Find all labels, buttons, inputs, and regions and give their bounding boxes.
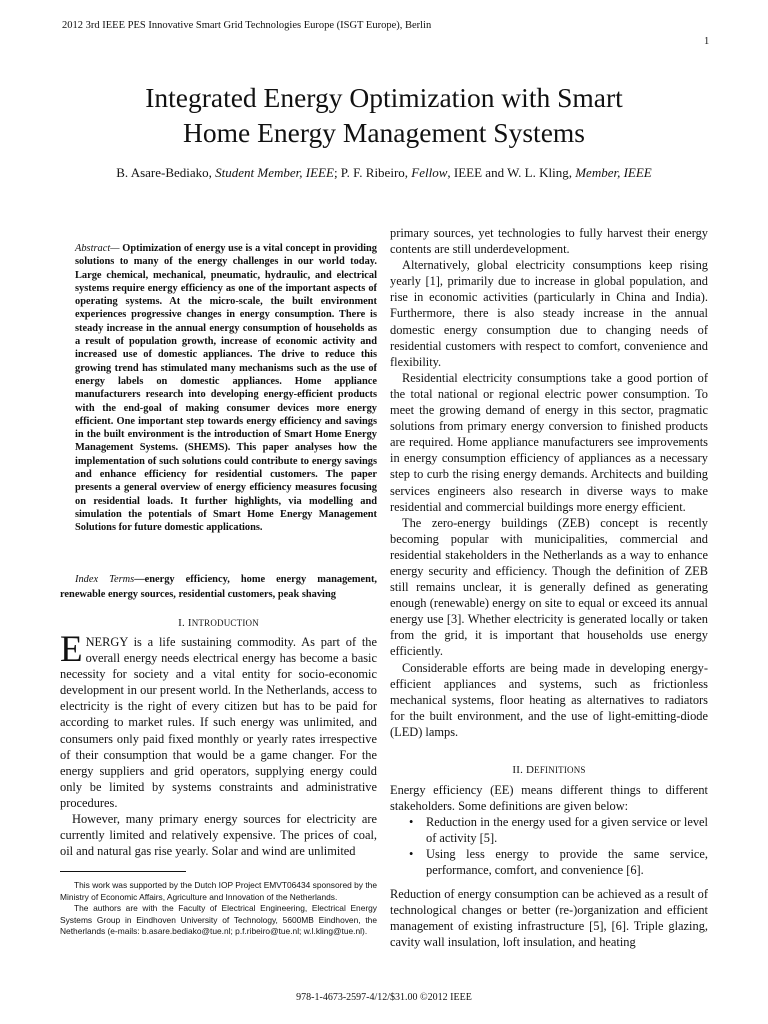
conference-header: 2012 3rd IEEE PES Innovative Smart Grid Technologies Europe (ISGT Europe), Berlin: [62, 20, 432, 31]
footnote: [60, 880, 377, 938]
definitions-paragraph-2: Reduction of energy consumption can be achieved as a result of technological changes or better (re-)organization and efficient management of existing infrastructure [5], [6]. Triple glazing, cavity wall insulation, loft insulation, and heating: [390, 886, 708, 949]
abstract-label: Abstract—: [75, 243, 120, 254]
definitions-intro: Energy efficiency (EE) means different things to different stakeholders. Some definitions are given below:: [390, 783, 708, 814]
section-intro-rest: NTRODUCTION: [191, 618, 259, 628]
definitions-body: [390, 782, 708, 950]
abstract: [75, 242, 377, 535]
author-3-role: Member, IEEE: [575, 165, 652, 180]
footnote-funding: This work was supported by the Dutch IOP Project EMVT06434 sponsored by the Ministry of Economic Affairs, Agriculture and Innovation of the Netherlands.: [60, 880, 377, 902]
copyright-footer: 978-1-4673-2597-4/12/$31.00 ©2012 IEEE: [296, 992, 472, 1003]
index-terms: [60, 573, 377, 602]
author-1-name: B. Asare-Bediako,: [116, 165, 216, 180]
bullet-glyph: •: [409, 815, 414, 830]
footnote-divider: [60, 871, 186, 872]
author-line: [60, 165, 708, 181]
section-defs-rest: EFINITIONS: [534, 765, 586, 775]
intro-paragraph-1: [60, 629, 377, 811]
author-2-role: Fellow: [411, 165, 448, 180]
right-paragraph-1: Alternatively, global electricity consumptions keep rising yearly [1], primarily due to increase in global population, and rise in economic activities (particularly in China and India). Furthermore, there is also steady increase in the annual domestic energy consumption due to changing needs of residential customers with respect to comfort, convenience and flexibility.: [390, 258, 708, 369]
section-intro-num: I. I: [178, 617, 192, 629]
introduction-body: [60, 629, 377, 859]
section-heading-introduction: [60, 617, 377, 629]
bullet-glyph: •: [409, 847, 414, 862]
author-3-name: , IEEE and W. L. Kling,: [447, 165, 576, 180]
right-paragraph-4: Considerable efforts are being made in developing energy-efficient appliances and systems, such as frictionless mechanical systems, floor heating as alternatives to radiators for the built environment, and the use of light-emitting-diode (LED) lamps.: [390, 660, 708, 739]
right-paragraph-3: The zero-energy buildings (ZEB) concept is recently becoming popular with municipalities, commercial and residential stakeholders in the Netherlands as a way to enhance energy security and efficiency. Though the definition of ZEB still remains unclear, it is generally defined as generating enough (renewable) energy on site to equal or exceed its annual energy use [3]. Whether electricity is generated locally or taken from the grid, it is important that households use energy efficiently.: [390, 515, 708, 659]
section-defs-num: II. D: [512, 764, 535, 776]
title-line-1: Integrated Energy Optimization with Smart: [145, 82, 623, 113]
title-line-2: Home Energy Management Systems: [183, 117, 585, 148]
section-heading-definitions: [390, 764, 708, 776]
bullet-text-2: Using less energy to provide the same service, performance, comfort, and convenience [6].: [426, 847, 708, 878]
author-2-name: ; P. F. Ribeiro,: [333, 165, 412, 180]
footnote-affiliation: The authors are with the Faculty of Electrical Engineering, Electrical Energy Systems Group in Eindhoven University of Technology, 5600MB Eindhoven, the Netherlands (e-mails: b.asare.bediako@tue.nl; p.f.ribeiro@tue.nl; w.l.kling@tue.nl).: [60, 903, 377, 937]
right-paragraph-2: Residential electricity consumptions take a good portion of the total national or regional electric power consumption. To meet the growing demand of energy in this sector, pragmatic solutions from primary energy conversion to finished products are required. Home appliance manufacturers see improvements in energy consumption efficiency of appliances as a necessary step to curb the rising energy demands. Architects and building services engineers also research in diverse ways to make residential and commercial buildings more energy efficient.: [390, 370, 708, 514]
list-item: [409, 846, 708, 878]
author-1-role: Student Member, IEEE: [215, 165, 334, 180]
intro-p1-text: NERGY is a life sustaining commodity. As part of the overall energy needs electrical energy has become a basic necessity for society and a vital entity for socio-economic development in our present world. In the Netherlands, access to electricity is the right of every citizen but has to be paid for according to market rules. If such energy was unlimited, and consumers only paid fixed monthly or yearly rates irrespective of their consumption that would be a game changer. For the energy suppliers and grid operators, supplying energy could only be limited by systems constraints and administrative procedures.: [60, 635, 377, 810]
bullet-text-1: Reduction in the energy used for a given service or level of activity [5].: [426, 815, 708, 846]
page-number: 1: [704, 36, 710, 47]
index-terms-label: Index Terms: [75, 574, 135, 585]
drop-cap: E: [60, 629, 83, 670]
definitions-list: [390, 814, 708, 878]
right-paragraph-0: primary sources, yet technologies to fully harvest their energy contents are still underdevelopment.: [390, 226, 708, 257]
list-item: [409, 814, 708, 846]
paper-title: [60, 80, 708, 150]
abstract-text: Optimization of energy use is a vital concept in providing solutions to many of the energy challenges in our world today. Large chemical, mechanical, pneumatic, hydraulic, and electrical systems require energy efficiency as one of the important aspects of operating systems. At the micro-scale, the built environment experiences progressive changes in energy consumption. There is steady increase in the annual energy consumption of households as a result of population growth, increase of economic activity and increased use of domestic appliances. The drive to reduce this growing trend has stimulated many mechanisms such as the use of energy labels on domestic appliances. Home appliance manufacturers research into developing energy-efficient products with the end-goal of making consumer devices more energy efficient. One important step towards energy efficiency and savings in the built environment is the introduction of Smart Home Energy Management Systems. (SHEMS). This paper analyses how the implementation of such solutions could contribute to energy savings and enhance efficiency for residential customers. The paper presents a general overview of energy efficiency measures focusing on residential loads. It further highlights, via modelling and simulation the potentials of Smart Home Energy Management Solutions for future domestic applications.: [75, 243, 377, 534]
right-column-body: [390, 225, 708, 740]
intro-paragraph-2: However, many primary energy sources for electricity are currently limited and relatively expensive. The prices of coal, oil and natural gas rise yearly. Solar and wind are unlimited: [60, 812, 377, 859]
index-terms-text: —energy efficiency, home energy management, renewable energy sources, residential customers, peak shaving: [60, 574, 377, 600]
